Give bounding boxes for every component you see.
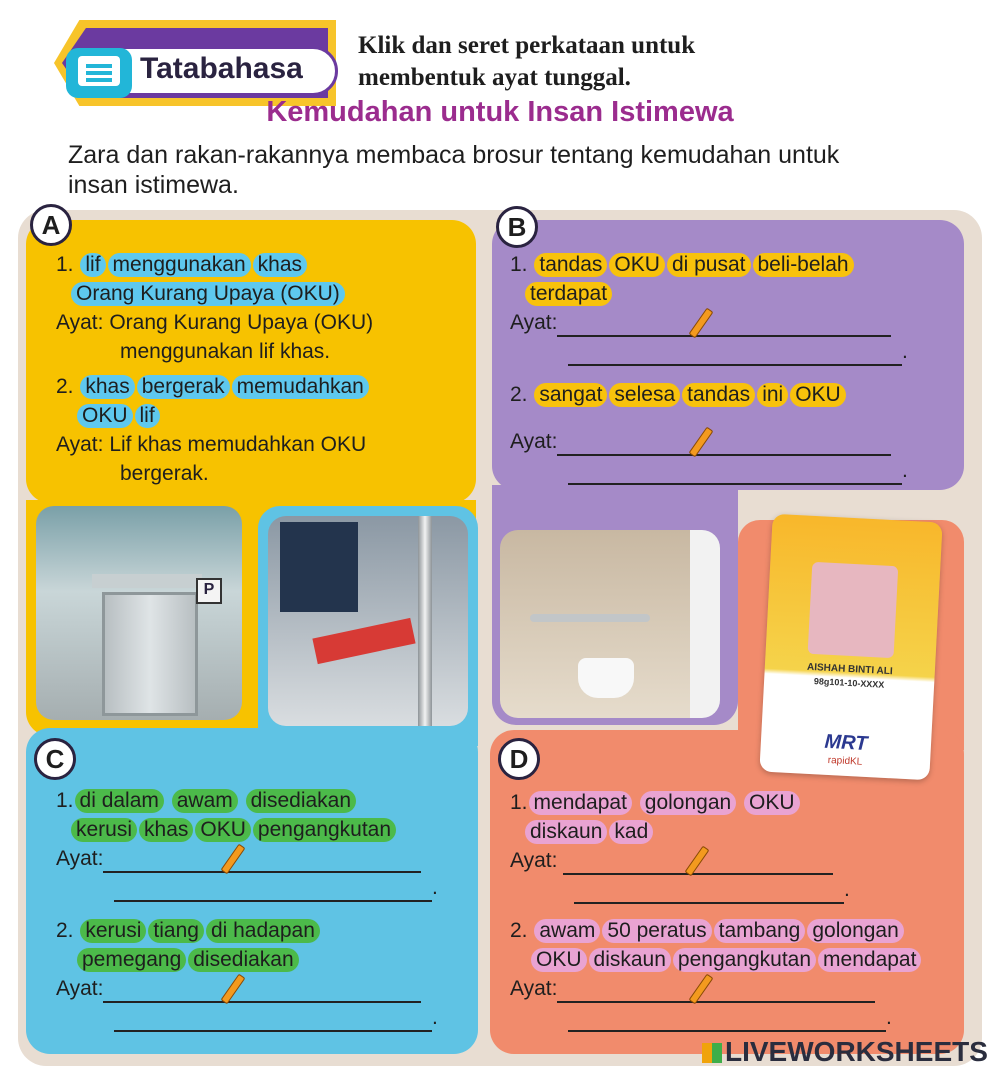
word-chip[interactable]: ini	[757, 383, 788, 407]
d-q1-answer: Ayat:	[510, 846, 960, 875]
c-q2-answer-line2: .	[56, 1003, 472, 1032]
c-q2-words-line1: 2. kerusi tiang di hadapan	[56, 916, 472, 945]
word-chip[interactable]: mendapat	[818, 948, 921, 972]
parking-sign: P	[196, 578, 222, 604]
card-name: AISHAH BINTI ALI	[806, 661, 893, 678]
answer-drop-zone[interactable]	[557, 432, 891, 456]
answer-drop-zone[interactable]	[114, 1008, 432, 1032]
word-chip[interactable]: kad	[609, 820, 653, 844]
lift-photo	[36, 506, 242, 720]
b-q1-answer-line2: .	[510, 337, 950, 366]
pencil-icon	[685, 846, 710, 877]
section-a-content	[56, 250, 466, 488]
a-q2-words-line2	[56, 401, 466, 430]
word-chip[interactable]: tandas	[534, 253, 607, 277]
word-chip[interactable]: disediakan	[246, 789, 356, 813]
word-chip[interactable]: sangat	[534, 383, 607, 407]
c-q1-words-line2	[56, 815, 472, 844]
word-chip[interactable]: menggunakan	[108, 253, 251, 277]
word-chip[interactable]: di hadapan	[206, 919, 320, 943]
c-q2-words-line2	[56, 945, 472, 974]
section-b-content	[510, 250, 950, 485]
a-q2-words-line1: 2. khas bergerak memudahkan	[56, 372, 466, 401]
d-q2-answer: Ayat:	[510, 974, 960, 1003]
word-chip[interactable]: awam	[534, 919, 600, 943]
badge-label: Tatabahasa	[140, 52, 303, 85]
toilet-bowl	[578, 658, 634, 698]
intro-line-2: insan istimewa.	[68, 171, 239, 199]
word-chip[interactable]: golongan	[640, 791, 736, 815]
d-q1-words-line2	[510, 817, 960, 846]
word-chip[interactable]: khas	[80, 375, 134, 399]
d-q1-words-line1: 1. mendapat golongan OKU	[510, 788, 960, 817]
a-q2-answer: Ayat: Lif khas memudahkan OKU	[56, 433, 367, 456]
word-chip[interactable]: di dalam	[75, 789, 164, 813]
word-chip[interactable]: diskaun	[525, 820, 607, 844]
word-chip[interactable]: selesa	[609, 383, 680, 407]
word-chip[interactable]: awam	[172, 789, 238, 813]
word-chip[interactable]: bergerak	[137, 375, 230, 399]
a-q1-answer: Ayat: Orang Kurang Upaya (OKU)	[56, 311, 374, 334]
section-c-content	[56, 786, 472, 1032]
section-a-label: A	[30, 204, 72, 246]
word-chip[interactable]: lif	[80, 253, 105, 277]
word-chip[interactable]: terdapat	[525, 282, 612, 306]
mrt-logo: MRT	[823, 730, 869, 755]
b-q1-answer: Ayat:	[510, 308, 950, 337]
answer-drop-zone[interactable]	[103, 849, 421, 873]
section-d-label: D	[498, 738, 540, 780]
instruction-line-1: Klik dan seret perkataan untuk	[358, 32, 696, 59]
b-q1-words-line2	[510, 279, 950, 308]
liveworksheets-icon	[702, 1043, 722, 1063]
word-chip[interactable]: mendapat	[529, 791, 632, 815]
intro-line-1: Zara dan rakan-rakannya membaca brosur tentang kemudahan untuk	[68, 141, 840, 169]
card-id: 98g101-10-XXXX	[813, 676, 885, 690]
toilet-photo	[500, 530, 690, 718]
chat-bubble-icon	[66, 48, 132, 98]
word-chip[interactable]: OKU	[531, 948, 587, 972]
answer-drop-zone[interactable]	[568, 342, 902, 366]
b-q2-words-line1: 2. sangat selesa tandas ini OKU	[510, 380, 950, 409]
word-chip[interactable]: 50 peratus	[602, 919, 711, 943]
word-chip[interactable]: pengangkutan	[253, 818, 396, 842]
word-chip[interactable]: OKU	[609, 253, 665, 277]
section-c-label: C	[34, 738, 76, 780]
instruction	[358, 30, 918, 94]
word-chip[interactable]: pemegang	[77, 948, 186, 972]
pencil-icon	[689, 308, 714, 339]
word-chip[interactable]: golongan	[807, 919, 903, 943]
word-chip[interactable]: beli-belah	[753, 253, 854, 277]
word-chip[interactable]: pengangkutan	[673, 948, 816, 972]
answer-drop-zone[interactable]	[568, 1008, 886, 1032]
word-chip[interactable]: tiang	[148, 919, 204, 943]
pencil-icon	[221, 844, 246, 875]
d-q2-answer-line2: .	[510, 1003, 960, 1032]
b-q2-answer: Ayat:	[510, 427, 950, 456]
c-q2-answer: Ayat:	[56, 974, 472, 1003]
pencil-icon	[689, 427, 714, 458]
answer-drop-zone[interactable]	[574, 880, 844, 904]
word-chip[interactable]: OKU	[790, 383, 846, 407]
d-q1-answer-line2: .	[510, 875, 960, 904]
word-chip[interactable]: khas	[139, 818, 193, 842]
a-q2-answer-line2: bergerak.	[120, 462, 209, 485]
a-q1-words-line2	[56, 279, 466, 308]
b-q2-answer-line2: .	[510, 456, 950, 485]
answer-drop-zone[interactable]	[557, 313, 891, 337]
intro-text	[68, 140, 928, 200]
answer-drop-zone[interactable]	[563, 851, 833, 875]
word-chip[interactable]: kerusi	[71, 818, 137, 842]
a-q1-answer-line2: menggunakan lif khas.	[120, 340, 331, 363]
word-chip[interactable]: diskaun	[589, 948, 671, 972]
section-b-label: B	[496, 206, 538, 248]
lift-door	[102, 592, 198, 716]
a-q1-words-line1: 1. lif menggunakan khas	[56, 250, 466, 279]
word-chip[interactable]: lif	[135, 404, 160, 428]
word-chip[interactable]: OKU	[744, 791, 800, 815]
answer-drop-zone[interactable]	[114, 878, 432, 902]
oku-card-photo	[759, 514, 942, 781]
c-q1-words-line1: 1. di dalam awam disediakan	[56, 786, 472, 815]
rapidkl-logo: rapidKL	[827, 754, 863, 768]
word-chip[interactable]: Orang Kurang Upaya (OKU)	[71, 282, 345, 306]
word-chip[interactable]: tambang	[714, 919, 806, 943]
word-chip[interactable]: kerusi	[80, 919, 146, 943]
page-title: Kemudahan untuk Insan Istimewa	[266, 96, 734, 128]
answer-drop-zone[interactable]	[557, 979, 875, 1003]
word-chip[interactable]: memudahkan	[232, 375, 369, 399]
word-chip[interactable]: OKU	[77, 404, 133, 428]
blurred-face	[808, 562, 899, 658]
answer-drop-zone[interactable]	[568, 461, 902, 485]
b-q1-words-line1: 1. tandas OKU di pusat beli-belah	[510, 250, 950, 279]
liveworksheets-logo: LIVEWORKSHEETS	[702, 1036, 988, 1068]
d-q2-words-line2	[510, 945, 960, 974]
c-q1-answer: Ayat:	[56, 844, 472, 873]
word-chip[interactable]: tandas	[682, 383, 755, 407]
word-chip[interactable]: disediakan	[188, 948, 298, 972]
word-chip[interactable]: khas	[253, 253, 307, 277]
word-chip[interactable]: di pusat	[667, 253, 751, 277]
toilet-photo-wall	[690, 530, 720, 718]
instruction-line-2: membentuk ayat tunggal.	[358, 64, 631, 91]
train-photo	[268, 516, 468, 726]
answer-drop-zone[interactable]	[103, 979, 421, 1003]
section-d-content	[510, 788, 960, 1032]
word-chip[interactable]: OKU	[195, 818, 251, 842]
d-q2-words-line1: 2. awam 50 peratus tambang golongan	[510, 916, 960, 945]
pencil-icon	[689, 974, 714, 1005]
c-q1-answer-line2: .	[56, 873, 472, 902]
pencil-icon	[221, 974, 246, 1005]
